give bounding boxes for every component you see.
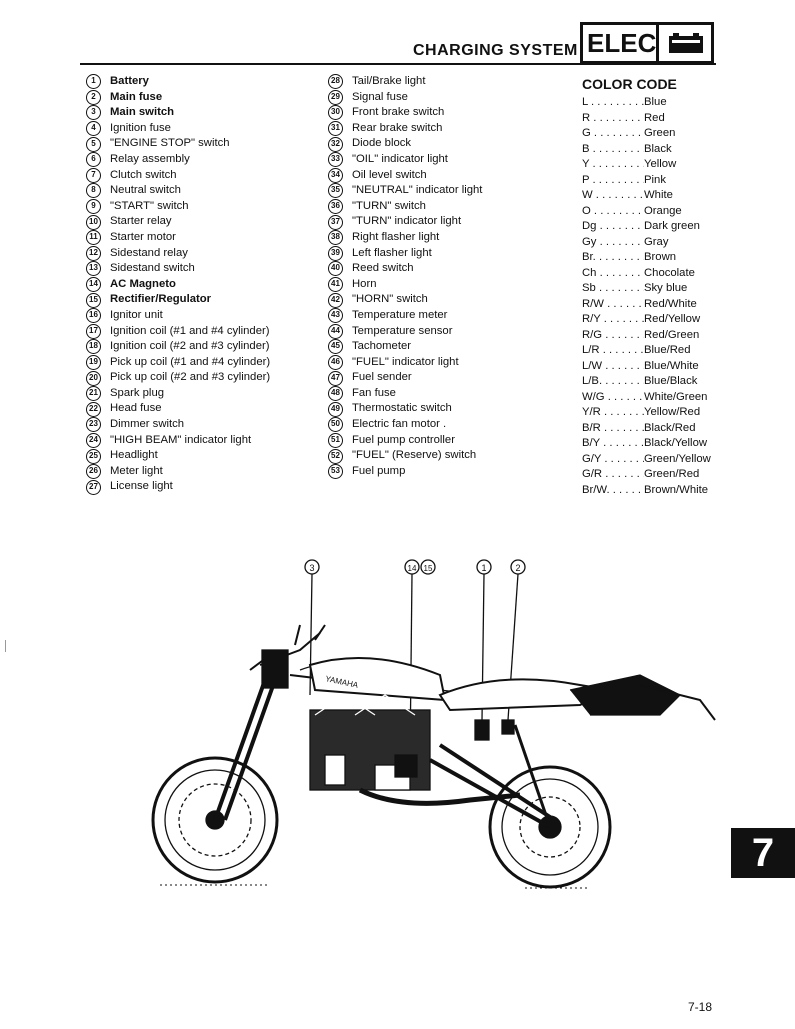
legend-item (328, 355, 482, 371)
legend-item (86, 183, 270, 199)
color-code-abbrev: L . . . (582, 95, 644, 111)
component-legend-left (86, 74, 270, 495)
item-number-badge: 37 (328, 215, 343, 230)
legend-item (328, 386, 482, 402)
color-code-name: Green (644, 127, 676, 139)
item-label: Diode block (352, 137, 412, 150)
color-code-row (582, 157, 711, 173)
color-code-row (582, 111, 711, 127)
color-code-name: Green/Red (644, 468, 700, 480)
color-code-abbrev: Y/R . . . (582, 405, 644, 421)
item-label: Ignitor unit (110, 308, 163, 321)
legend-item (328, 90, 482, 106)
section-label: ELEC (587, 28, 657, 58)
item-number-badge: 49 (328, 402, 343, 417)
item-label: "FUEL" (Reserve) switch (352, 449, 477, 462)
color-code-row (582, 359, 711, 375)
item-label: Fan fuse (352, 386, 396, 399)
color-code-row (582, 95, 711, 111)
callout-1-label: 1 (481, 563, 487, 573)
legend-item (328, 230, 482, 246)
item-label: Reed switch (352, 262, 414, 275)
item-label: "ENGINE STOP" switch (110, 137, 230, 150)
legend-item (328, 464, 482, 480)
legend-item (86, 401, 270, 417)
item-label: Clutch switch (110, 168, 177, 181)
color-code-row (582, 142, 711, 158)
color-code-name: Sky blue (644, 282, 688, 294)
color-code-row (582, 219, 711, 235)
item-label: Rear brake switch (352, 121, 443, 134)
item-label: Sidestand switch (110, 262, 195, 275)
item-number-badge: 42 (328, 293, 343, 308)
item-number-badge: 12 (86, 246, 101, 261)
item-label: Ignition fuse (110, 121, 171, 134)
legend-item (86, 121, 270, 137)
item-number-badge: 29 (328, 90, 343, 105)
battery-icon (669, 33, 703, 53)
item-label: Pick up coil (#1 and #4 cylinder) (110, 355, 271, 368)
legend-item (86, 90, 270, 106)
item-label: Starter motor (110, 230, 176, 243)
legend-item (86, 277, 270, 293)
page-number: 7-18 (688, 1000, 713, 1014)
item-number-badge: 39 (328, 246, 343, 261)
legend-item (86, 308, 270, 324)
legend-item (86, 448, 270, 464)
color-code-name: Chocolate (644, 266, 695, 279)
color-code-name: Blue (644, 96, 667, 108)
callout-15 (421, 560, 435, 574)
color-code-abbrev: B/R . . . (582, 421, 644, 437)
color-code-abbrev: R/Y . . . (582, 312, 644, 328)
item-number-badge: 25 (86, 449, 101, 464)
chapter-tab: 7 (731, 828, 795, 878)
color-code-abbrev: P . . . (582, 173, 644, 189)
color-code-abbrev: Ch . . . (582, 266, 644, 282)
item-label: Temperature meter (352, 308, 448, 321)
color-code-name: White (644, 189, 673, 201)
color-code-row (582, 467, 711, 483)
color-code-row (582, 483, 711, 499)
legend-item (328, 246, 482, 262)
color-code-name: Pink (644, 173, 666, 186)
legend-item (86, 464, 270, 480)
color-code-name: Blue/Red (644, 344, 691, 356)
item-label: License light (110, 480, 173, 493)
legend-item (328, 370, 482, 386)
item-label: Tachometer (352, 340, 412, 353)
item-number-badge: 3 (86, 105, 101, 120)
item-number-badge: 17 (86, 324, 101, 339)
legend-item (86, 479, 270, 495)
legend-item (86, 417, 270, 433)
item-label: Fuel sender (352, 371, 412, 384)
legend-item (328, 168, 482, 184)
item-label: "FUEL" indicator light (352, 355, 459, 368)
legend-item (86, 386, 270, 402)
legend-item (86, 152, 270, 168)
item-number-badge: 20 (86, 371, 101, 386)
item-number-badge: 11 (86, 230, 101, 245)
legend-item (328, 261, 482, 277)
color-code-abbrev: O . . . (582, 204, 644, 220)
item-label: Tail/Brake light (352, 75, 426, 87)
section-divider (656, 25, 659, 62)
component-legend-right (328, 74, 482, 479)
color-code-abbrev: Y . . . (582, 157, 644, 173)
item-label: AC Magneto (110, 277, 176, 290)
item-number-badge: 52 (328, 449, 343, 464)
color-code-title: COLOR CODE (582, 76, 677, 92)
motorcycle-diagram (140, 555, 740, 900)
item-label: "HIGH BEAM" indicator light (110, 433, 252, 446)
color-code-name: Green/Yellow (644, 452, 711, 465)
item-number-badge: 26 (86, 464, 101, 479)
item-label: Fuel pump controller (352, 433, 455, 446)
section-badge (580, 22, 714, 64)
color-code-abbrev: Br. . . . (582, 250, 644, 266)
engine (310, 695, 430, 790)
item-number-badge: 33 (328, 152, 343, 167)
legend-item (328, 339, 482, 355)
item-label: Meter light (110, 464, 163, 477)
item-number-badge: 15 (86, 293, 101, 308)
color-code-row (582, 436, 711, 452)
legend-item (86, 355, 270, 371)
color-code-abbrev: B/Y . . . (582, 436, 644, 452)
callout-15-label: 15 (423, 564, 433, 573)
item-label: Horn (352, 277, 377, 290)
color-code-list (582, 95, 711, 498)
item-number-badge: 9 (86, 199, 101, 214)
item-number-badge: 24 (86, 433, 101, 448)
color-code-abbrev: Br/W. . . . (582, 483, 644, 499)
color-code-abbrev: Sb . . . (582, 281, 644, 297)
item-number-badge: 41 (328, 277, 343, 292)
item-label: Neutral switch (110, 184, 181, 197)
item-label: Temperature sensor (352, 324, 453, 337)
item-number-badge: 38 (328, 230, 343, 245)
color-code-row (582, 421, 711, 437)
color-code-abbrev: L/B. . . . (582, 374, 644, 390)
color-code-abbrev: W . . . (582, 188, 644, 204)
color-code-row (582, 173, 711, 189)
item-number-badge: 43 (328, 308, 343, 323)
color-code-row (582, 126, 711, 142)
color-code-row (582, 250, 711, 266)
item-number-badge: 22 (86, 402, 101, 417)
color-code-abbrev: W/G . . . (582, 390, 644, 406)
legend-item (328, 199, 482, 215)
color-code-name: Dark green (644, 220, 700, 232)
legend-item (86, 74, 270, 90)
color-code-name: Yellow (644, 158, 677, 170)
item-number-badge: 18 (86, 339, 101, 354)
item-number-badge: 4 (86, 121, 101, 136)
legend-item (328, 152, 482, 168)
item-number-badge: 48 (328, 386, 343, 401)
item-label: Headlight (110, 449, 158, 462)
callout-14-label: 14 (407, 564, 417, 573)
item-number-badge: 35 (328, 183, 343, 198)
color-code-name: Yellow/Red (644, 406, 701, 418)
item-label: Left flasher light (352, 246, 432, 259)
legend-item (86, 199, 270, 215)
color-code-name: Blue/White (644, 359, 699, 372)
legend-item (328, 214, 482, 230)
item-label: Thermostatic switch (352, 402, 452, 415)
color-code-name: Brown/White (644, 483, 709, 496)
item-label: "TURN" switch (352, 199, 426, 212)
legend-item (86, 105, 270, 121)
item-number-badge: 19 (86, 355, 101, 370)
item-number-badge: 14 (86, 277, 101, 292)
item-number-badge: 50 (328, 417, 343, 432)
item-label: Fuel pump (352, 464, 406, 477)
item-number-badge: 40 (328, 261, 343, 276)
color-code-row (582, 297, 711, 313)
item-label: Starter relay (110, 215, 172, 228)
item-label: "START" switch (110, 199, 189, 212)
item-number-badge: 47 (328, 371, 343, 386)
legend-item (86, 370, 270, 386)
color-code-row (582, 390, 711, 406)
item-label: Oil level switch (352, 168, 427, 181)
item-label: Signal fuse (352, 90, 408, 103)
item-number-badge: 21 (86, 386, 101, 401)
margin-mark (5, 640, 6, 652)
item-number-badge: 30 (328, 105, 343, 120)
color-code-name: Black (644, 142, 672, 155)
legend-item (86, 324, 270, 340)
item-number-badge: 34 (328, 168, 343, 183)
legend-item (328, 417, 482, 433)
color-code-name: Red/White (644, 297, 697, 310)
color-code-name: Black/Red (644, 421, 696, 434)
color-code-name: Gray (644, 235, 669, 248)
item-number-badge: 51 (328, 433, 343, 448)
color-code-abbrev: B . . . (582, 142, 644, 158)
color-code-row (582, 374, 711, 390)
legend-item (86, 433, 270, 449)
item-label: Dimmer switch (110, 418, 185, 431)
legend-item (328, 277, 482, 293)
item-label: Electric fan motor . (352, 418, 447, 431)
item-label: Main switch (110, 106, 175, 119)
item-number-badge: 6 (86, 152, 101, 167)
color-code-abbrev: G/R . . . (582, 467, 644, 483)
color-code-row (582, 235, 711, 251)
legend-item (86, 339, 270, 355)
legend-item (328, 308, 482, 324)
color-code-row (582, 452, 711, 468)
color-code-abbrev: Dg . . . (582, 219, 644, 235)
color-code-row (582, 281, 711, 297)
item-label: "HORN" switch (352, 293, 428, 306)
callout-2-label: 2 (515, 563, 521, 573)
color-code-abbrev: R/W . . . (582, 297, 644, 313)
item-number-badge: 46 (328, 355, 343, 370)
item-number-badge: 10 (86, 215, 101, 230)
tank-brand: YAMAHA (324, 674, 359, 690)
item-number-badge: 53 (328, 464, 343, 479)
legend-item (86, 136, 270, 152)
color-code-name: Red/Yellow (644, 313, 701, 325)
legend-item (328, 324, 482, 340)
color-code-name: Blue/Black (644, 375, 698, 387)
legend-item (86, 214, 270, 230)
color-code-abbrev: G . . . (582, 126, 644, 142)
color-code-abbrev: L/W . . . (582, 359, 644, 375)
legend-item (86, 230, 270, 246)
item-label: Ignition coil (#1 and #4 cylinder) (110, 324, 270, 337)
color-code-row (582, 328, 711, 344)
item-label: Sidestand relay (110, 246, 188, 259)
item-number-badge: 2 (86, 90, 101, 105)
item-number-badge: 32 (328, 137, 343, 152)
legend-item (328, 136, 482, 152)
item-number-badge: 27 (86, 480, 101, 495)
legend-item (328, 121, 482, 137)
legend-item (328, 433, 482, 449)
item-number-badge: 7 (86, 168, 101, 183)
item-number-badge: 8 (86, 183, 101, 198)
color-code-row (582, 188, 711, 204)
item-number-badge: 44 (328, 324, 343, 339)
legend-item (86, 292, 270, 308)
item-number-badge: 16 (86, 308, 101, 323)
item-label: Right flasher light (352, 230, 440, 243)
color-code-row (582, 343, 711, 359)
legend-item (328, 105, 482, 121)
item-number-badge: 23 (86, 417, 101, 432)
item-number-badge: 5 (86, 137, 101, 152)
legend-item (328, 292, 482, 308)
item-number-badge: 1 (86, 74, 101, 89)
color-code-abbrev: G/Y . . . (582, 452, 644, 468)
item-label: Battery (110, 75, 149, 87)
item-label: Front brake switch (352, 106, 445, 119)
item-label: Head fuse (110, 402, 162, 415)
page-title: CHARGING SYSTEM (413, 42, 578, 59)
item-label: Rectifier/Regulator (110, 293, 212, 306)
item-label: "OIL" indicator light (352, 152, 448, 165)
color-code-name: Red (644, 111, 665, 124)
item-label: Ignition coil (#2 and #3 cylinder) (110, 340, 270, 353)
legend-item (328, 448, 482, 464)
item-number-badge: 31 (328, 121, 343, 136)
item-number-badge: 28 (328, 74, 343, 89)
color-code-name: White/Green (644, 390, 708, 403)
color-code-name: Black/Yellow (644, 437, 708, 449)
legend-item (86, 168, 270, 184)
color-code-abbrev: R/G . . . (582, 328, 644, 344)
item-number-badge: 36 (328, 199, 343, 214)
color-code-abbrev: Gy . . . (582, 235, 644, 251)
color-code-row (582, 312, 711, 328)
item-label: Spark plug (110, 386, 165, 399)
item-label: Main fuse (110, 90, 163, 103)
item-label: "TURN" indicator light (352, 215, 462, 228)
item-label: Pick up coil (#2 and #3 cylinder) (110, 371, 271, 384)
color-code-name: Red/Green (644, 328, 700, 341)
legend-item (328, 183, 482, 199)
color-code-abbrev: L/R . . . (582, 343, 644, 359)
item-number-badge: 45 (328, 339, 343, 354)
legend-item (328, 401, 482, 417)
color-code-name: Brown (644, 251, 677, 263)
color-code-row (582, 405, 711, 421)
legend-item (86, 246, 270, 262)
item-label: "NEUTRAL" indicator light (352, 184, 483, 197)
color-code-abbrev: R . . . (582, 111, 644, 127)
legend-item (86, 261, 270, 277)
item-number-badge: 13 (86, 261, 101, 276)
color-code-row (582, 204, 711, 220)
color-code-name: Orange (644, 204, 682, 217)
callout-3-label: 3 (309, 563, 315, 573)
legend-item (328, 74, 482, 90)
color-code-row (582, 266, 711, 282)
item-label: Relay assembly (110, 152, 190, 165)
